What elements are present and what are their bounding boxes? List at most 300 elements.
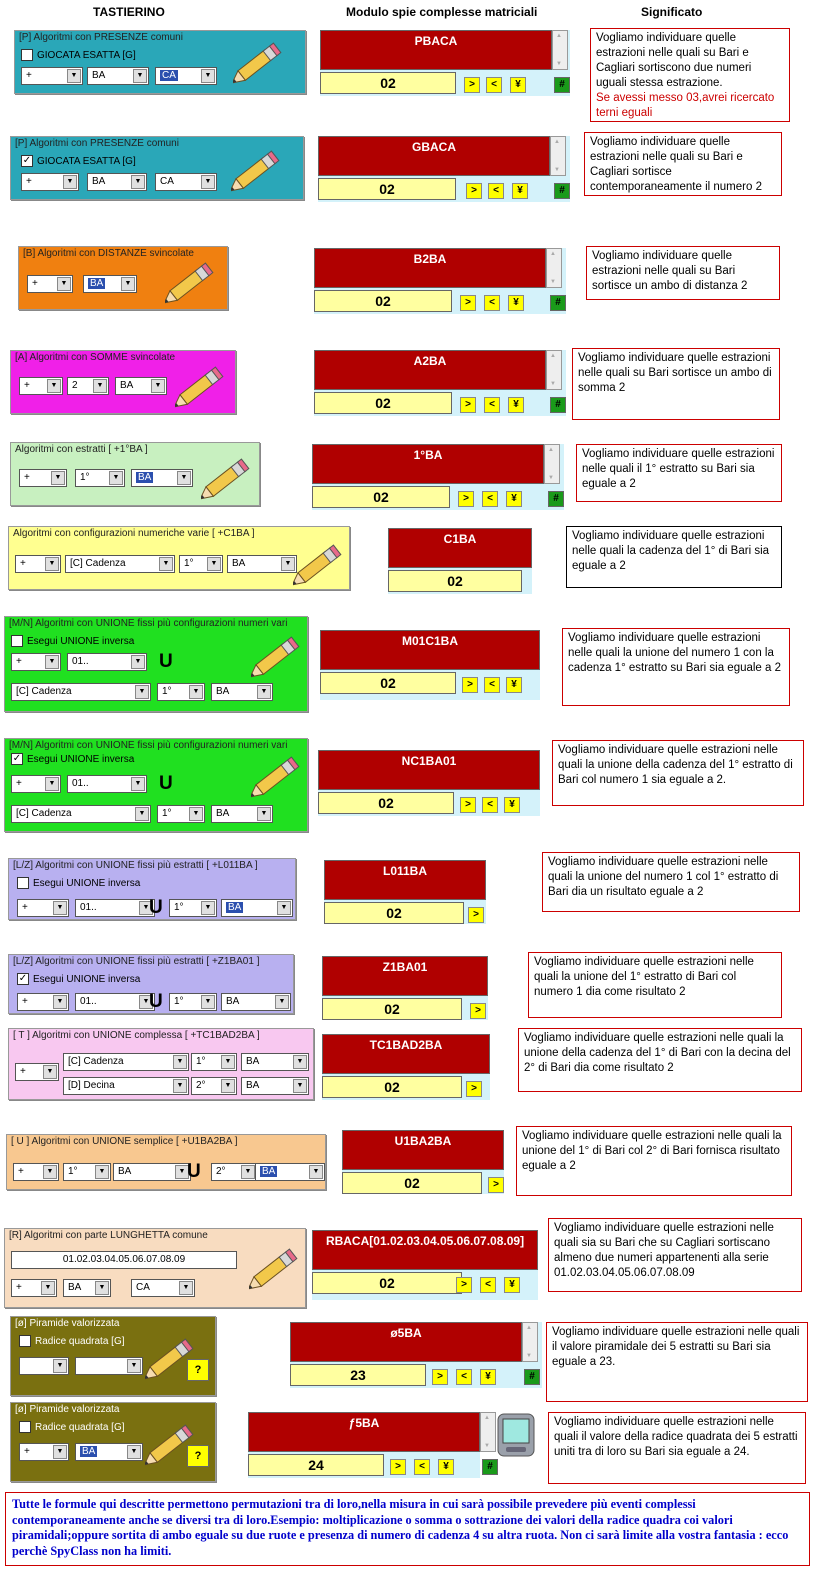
keypad-select[interactable] (21, 173, 79, 191)
module-value[interactable]: 02 (342, 1172, 482, 1194)
keypad-select[interactable] (11, 805, 151, 823)
select-value: 2° (216, 1166, 226, 1177)
chevron-down-icon[interactable]: ▼ (257, 685, 271, 699)
module-value[interactable]: 02 (322, 998, 462, 1020)
keypad-title: [ U ] Algoritmi con UNIONE semplice [ +U1BA2BA ] (11, 1136, 238, 1147)
description-text: Vogliamo individuare quelle estrazioni nelle quali su Bari e Cagliari sortiscono due numeri uguali stessa estrazione. (596, 32, 752, 89)
pencil-icon[interactable] (175, 363, 227, 409)
checkbox-box[interactable] (19, 1335, 31, 1347)
spy-module (388, 528, 532, 594)
description-text: Vogliamo individuare quelle estrazioni nelle quali la unione del 1° estratto di Bari col numero 1 dia come risultato 2 (534, 956, 754, 998)
module-code: GBACA (318, 136, 550, 176)
chevron-down-icon[interactable]: ▼ (127, 1445, 141, 1459)
keypad-title: Algoritmi con configurazioni numeriche varie [ +C1BA ] (13, 528, 255, 539)
help-button[interactable]: ? (187, 1445, 209, 1467)
chevron-down-icon[interactable]: ▼ (177, 471, 191, 485)
module-code: B2BA (314, 248, 546, 288)
keypad-select[interactable] (67, 653, 147, 671)
keypad-select[interactable] (75, 1443, 143, 1461)
module-scrollbar[interactable] (550, 136, 566, 176)
checkbox-label: Radice quadrata [G] (35, 1421, 125, 1433)
module-value[interactable]: 02 (388, 570, 522, 592)
module-value[interactable]: 02 (318, 792, 454, 814)
checkbox-box[interactable] (17, 877, 29, 889)
chevron-down-icon[interactable]: ▼ (135, 807, 149, 821)
chevron-down-icon[interactable]: ▼ (281, 557, 295, 571)
nav-button[interactable]: < (482, 797, 498, 813)
keypad-panel (18, 246, 228, 310)
module-value[interactable]: 02 (320, 72, 456, 94)
select-value: [C] Cadenza (68, 1056, 124, 1067)
keypad-select[interactable] (11, 775, 61, 793)
hash-button[interactable]: # (554, 183, 570, 199)
keypad-panel (10, 442, 260, 506)
chevron-down-icon[interactable]: ▼ (47, 379, 61, 393)
select-value: BA (262, 1166, 276, 1177)
select-value: + (20, 558, 26, 569)
pencil-icon[interactable] (201, 455, 253, 501)
keypad-panel (10, 1402, 216, 1482)
chevron-down-icon[interactable]: ▼ (45, 777, 59, 791)
description-text: Vogliamo individuare quelle estrazioni nelle quali il 1° estratto su Bari sia eguale a 2 (582, 448, 775, 490)
hash-button[interactable]: # (550, 295, 566, 311)
select-value: 1° (184, 558, 194, 569)
select-value: BA (68, 1282, 82, 1293)
keypad-panel (14, 30, 306, 94)
nav-button[interactable]: > (466, 1081, 482, 1097)
checkbox-option[interactable] (11, 753, 134, 765)
chevron-down-icon[interactable]: ▼ (53, 1445, 67, 1459)
spy-module (290, 1322, 542, 1388)
nav-button[interactable]: < (484, 397, 500, 413)
nav-button[interactable]: > (390, 1459, 406, 1475)
nav-button[interactable]: ¥ (512, 183, 528, 199)
nav-button[interactable]: > (462, 677, 478, 693)
keypad-select[interactable] (155, 67, 217, 85)
chevron-down-icon[interactable]: ▼ (201, 901, 215, 915)
select-value: + (24, 1446, 30, 1457)
chevron-down-icon[interactable]: ▼ (189, 807, 203, 821)
checkbox-option[interactable] (17, 877, 140, 889)
keypad-select[interactable] (75, 469, 125, 487)
chevron-down-icon[interactable]: ▼ (95, 1281, 109, 1295)
module-value[interactable]: 02 (324, 902, 464, 924)
keypad-select[interactable] (11, 653, 61, 671)
description-box (518, 1028, 802, 1092)
chevron-down-icon[interactable]: ▼ (51, 471, 65, 485)
keypad-select[interactable] (63, 1053, 189, 1071)
keypad-select[interactable] (65, 555, 175, 573)
module-value[interactable]: 02 (312, 1272, 462, 1294)
chevron-down-icon[interactable]: ▼ (173, 1055, 187, 1069)
select-value: 1° (80, 472, 90, 483)
chevron-down-icon[interactable]: ▼ (135, 685, 149, 699)
chevron-down-icon[interactable]: ▼ (53, 901, 67, 915)
select-value: BA (92, 70, 106, 81)
checkbox-box[interactable]: ✓ (12, 753, 22, 764)
pencil-icon[interactable] (293, 541, 345, 587)
keypad-select[interactable] (63, 1077, 189, 1095)
keypad-select[interactable] (131, 469, 193, 487)
module-code: Z1BA01 (322, 956, 488, 996)
keypad-select[interactable] (83, 275, 137, 293)
spy-module (322, 1034, 490, 1100)
chevron-down-icon[interactable]: ▼ (201, 69, 215, 83)
chevron-down-icon[interactable]: ▼ (121, 277, 135, 291)
select-value: 1° (174, 902, 184, 913)
select-value: BA (120, 380, 134, 391)
chevron-down-icon[interactable]: ▼ (67, 69, 81, 83)
chevron-down-icon[interactable]: ▼ (133, 69, 147, 83)
keypad-select[interactable] (221, 993, 291, 1011)
module-value[interactable]: 02 (318, 178, 456, 200)
chevron-down-icon[interactable]: ▼ (57, 277, 71, 291)
nav-button[interactable]: ¥ (506, 491, 522, 507)
nav-button[interactable]: > (460, 397, 476, 413)
keypad-select[interactable] (63, 1279, 111, 1297)
nav-button[interactable]: > (470, 1003, 486, 1019)
select-value: BA (246, 1056, 260, 1067)
checkbox-box[interactable] (21, 49, 33, 61)
chevron-down-icon[interactable]: ▼ (201, 175, 215, 189)
hash-button[interactable]: # (524, 1369, 540, 1385)
keypad-select[interactable] (13, 1163, 59, 1181)
module-scrollbar[interactable] (544, 444, 560, 484)
keypad-select[interactable] (155, 173, 217, 191)
keypad-select[interactable] (63, 1163, 111, 1181)
nav-button[interactable]: > (432, 1369, 448, 1385)
keypad-select[interactable] (191, 1077, 237, 1095)
module-scrollbar[interactable] (546, 350, 562, 390)
pencil-icon[interactable] (233, 39, 285, 85)
keypad-select[interactable] (19, 1443, 69, 1461)
chevron-down-icon[interactable]: ▼ (53, 1359, 67, 1373)
keypad-select[interactable] (157, 683, 205, 701)
nav-button[interactable]: > (464, 77, 480, 93)
description-text: Vogliamo individuare quelle estrazioni nelle quali su Bari sortisce un ambo di distanza 2 (592, 250, 748, 292)
keypad-panel (8, 954, 294, 1014)
nav-button[interactable]: ¥ (508, 295, 524, 311)
keypad-title: [P] Algoritmi con PRESENZE comuni (19, 32, 183, 43)
module-value[interactable]: 23 (290, 1364, 426, 1386)
select-value: 01.. (80, 902, 97, 913)
chevron-down-icon[interactable]: ▼ (151, 379, 165, 393)
chevron-down-icon[interactable]: ▼ (275, 995, 289, 1009)
module-value[interactable]: 02 (314, 290, 452, 312)
select-value: BA (232, 558, 246, 569)
keypad-select[interactable] (241, 1053, 309, 1071)
keypad-title: [ø] Piramide valorizzata (15, 1404, 120, 1415)
checkbox-option[interactable] (17, 973, 140, 985)
nav-button[interactable]: < (484, 295, 500, 311)
pencil-icon[interactable] (165, 259, 217, 305)
keypad-panel (10, 1316, 216, 1396)
keypad-select[interactable] (19, 1357, 69, 1375)
select-value: 01.. (80, 996, 97, 1007)
chevron-down-icon[interactable]: ▼ (293, 1055, 307, 1069)
keypad-select[interactable] (15, 555, 61, 573)
header-significato: Significato (641, 5, 703, 19)
description-box (590, 28, 790, 122)
keypad-select[interactable] (169, 993, 217, 1011)
keypad-title: [ T ] Algoritmi con UNIONE complessa [ +TC1BAD2BA ] (13, 1030, 260, 1041)
nav-button[interactable]: > (456, 1277, 472, 1293)
chevron-down-icon[interactable]: ▼ (175, 1165, 189, 1179)
chevron-down-icon[interactable]: ▼ (45, 655, 59, 669)
nav-button[interactable]: > (468, 907, 484, 923)
hash-button[interactable]: # (548, 491, 564, 507)
select-value: + (24, 380, 30, 391)
module-code: C1BA (388, 528, 532, 568)
checkbox-label: Esegui UNIONE inversa (33, 973, 141, 985)
pencil-icon[interactable] (251, 753, 303, 799)
nav-button[interactable]: > (488, 1177, 504, 1193)
spy-module (318, 750, 540, 816)
checkbox-option[interactable] (21, 49, 136, 61)
checkbox-box[interactable]: ✓ (20, 1421, 30, 1432)
checkbox-label: GIOCATA ESATTA [G] (37, 49, 136, 61)
select-value: BA (92, 176, 106, 187)
chevron-down-icon[interactable]: ▼ (241, 1165, 255, 1179)
checkbox-option[interactable] (19, 1335, 125, 1347)
chevron-down-icon[interactable]: ▼ (309, 1165, 323, 1179)
chevron-down-icon[interactable]: ▼ (43, 1165, 57, 1179)
nav-button[interactable]: < (414, 1459, 430, 1475)
keypad-select[interactable] (11, 1279, 57, 1297)
keypad-title: [M/N] Algoritmi con UNIONE fissi più configurazioni numeri vari (9, 618, 288, 629)
series-field[interactable]: 01.02.03.04.05.06.07.08.09 (11, 1251, 237, 1269)
union-symbol: U (159, 651, 173, 672)
hash-button[interactable]: # (550, 397, 566, 413)
keypad-select[interactable] (191, 1053, 237, 1071)
chevron-down-icon[interactable]: ▼ (43, 1065, 57, 1079)
keypad-select[interactable] (115, 377, 167, 395)
description-text: Vogliamo individuare quelle estrazioni nelle quali il valore piramidale dei 5 estratti su Bari sia eguale a 23. (552, 1326, 800, 1368)
select-value: CA (162, 70, 176, 81)
keypad-select[interactable] (169, 899, 217, 917)
keypad-select[interactable] (75, 993, 155, 1011)
module-value[interactable]: 02 (312, 486, 450, 508)
select-value: 1° (68, 1166, 78, 1177)
keypad-title: [L/Z] Algoritmi con UNIONE fissi più estratti [ +Z1BA01 ] (13, 956, 260, 967)
select-value: 1° (162, 686, 172, 697)
keypad-select[interactable] (17, 899, 69, 917)
module-code: M01C1BA (320, 630, 540, 670)
nav-button[interactable]: < (488, 183, 504, 199)
select-value: BA (118, 1166, 132, 1177)
keypad-select[interactable] (75, 899, 155, 917)
nav-button[interactable]: ¥ (508, 397, 524, 413)
pencil-icon[interactable] (249, 1245, 301, 1291)
spy-module (324, 860, 486, 924)
chevron-down-icon[interactable]: ▼ (257, 807, 271, 821)
union-symbol: U (149, 897, 163, 918)
keypad-select[interactable] (67, 377, 109, 395)
module-code: TC1BAD2BA (322, 1034, 490, 1074)
module-scrollbar[interactable] (480, 1412, 496, 1452)
keypad-select[interactable] (227, 555, 297, 573)
chevron-down-icon[interactable]: ▼ (93, 379, 107, 393)
pencil-icon[interactable] (231, 147, 283, 193)
spy-module (322, 956, 488, 1020)
select-value: + (18, 1166, 24, 1177)
keypad-select[interactable] (113, 1163, 191, 1181)
spy-module (318, 136, 570, 202)
keypad-select[interactable] (211, 683, 273, 701)
checkbox-option[interactable] (21, 155, 136, 167)
chevron-down-icon[interactable]: ▼ (131, 655, 145, 669)
chevron-down-icon[interactable]: ▼ (179, 1281, 193, 1295)
keypad-select[interactable] (17, 993, 69, 1011)
checkbox-box[interactable]: ✓ (22, 155, 32, 166)
nav-button[interactable]: > (466, 183, 482, 199)
nav-button[interactable]: ¥ (506, 677, 522, 693)
keypad-title: [A] Algoritmi con SOMME svincolate (15, 352, 176, 363)
hash-button[interactable]: # (482, 1459, 498, 1475)
select-value: BA (246, 1080, 260, 1091)
help-button[interactable]: ? (187, 1359, 209, 1381)
chevron-down-icon[interactable]: ▼ (109, 471, 123, 485)
chevron-down-icon[interactable]: ▼ (139, 995, 153, 1009)
keypad-panel (8, 858, 296, 920)
pencil-icon[interactable] (251, 633, 303, 679)
chevron-down-icon[interactable]: ▼ (131, 175, 145, 189)
chevron-down-icon[interactable]: ▼ (127, 1359, 141, 1373)
keypad-select[interactable] (221, 899, 293, 917)
nav-button[interactable]: < (456, 1369, 472, 1385)
description-text: Vogliamo individuare quelle estrazioni nelle quali la unione del numero 1 con la cadenza 1° estratto su Bari sia eguale a 2 (568, 632, 782, 674)
select-value: 2° (196, 1080, 206, 1091)
hash-button[interactable]: # (554, 77, 570, 93)
select-value: 01.. (72, 778, 89, 789)
select-value: + (32, 278, 38, 289)
description-box (546, 1322, 808, 1402)
select-value: + (16, 1282, 22, 1293)
select-value: CA (160, 176, 174, 187)
chevron-down-icon[interactable]: ▼ (131, 777, 145, 791)
description-text: Vogliamo individuare quelle estrazioni nelle quali la unione del 1° di Bari col 2° di Bari fornisca risultato eguale a 2 (522, 1130, 782, 1172)
spy-module (320, 30, 570, 96)
select-value: 1° (174, 996, 184, 1007)
chevron-down-icon[interactable]: ▼ (63, 175, 77, 189)
chevron-down-icon[interactable]: ▼ (207, 557, 221, 571)
keypad-select[interactable] (179, 555, 223, 573)
select-value: [C] Cadenza (16, 808, 72, 819)
description-text: Vogliamo individuare quelle estrazioni nelle quali su Bari e Cagliari sortisce contemporaneamente il numero 2 (590, 136, 762, 193)
chevron-down-icon[interactable]: ▼ (293, 1079, 307, 1093)
chevron-down-icon[interactable]: ▼ (45, 557, 59, 571)
chevron-down-icon[interactable]: ▼ (189, 685, 203, 699)
checkbox-box[interactable] (11, 635, 23, 647)
spy-module (248, 1412, 493, 1478)
keypad-select[interactable] (27, 275, 73, 293)
select-value: BA (90, 278, 104, 289)
header-modulo: Modulo spie complesse matriciali (346, 5, 538, 19)
keypad-select[interactable] (21, 67, 83, 85)
keypad-panel (8, 1028, 314, 1100)
keypad-select[interactable] (131, 1279, 195, 1297)
nav-button[interactable]: > (460, 295, 476, 311)
checkbox-option[interactable] (19, 1421, 125, 1433)
nav-button[interactable]: ¥ (510, 77, 526, 93)
nav-button[interactable]: < (486, 77, 502, 93)
nav-button[interactable]: > (458, 491, 474, 507)
keypad-select[interactable] (87, 173, 147, 191)
select-value: + (26, 70, 32, 81)
nav-button[interactable]: < (480, 1277, 496, 1293)
footer-note: Tutte le formule qui descritte permettono permutazioni tra di loro,nella misura in cui sarà possibile prevedere più eventi complessi contemporaneamente anche se diversi tra di loro.Esempio: moltiplicazione o somma o sottrazione dei valori della radice quadra coi valori piramidali;oppure sortita di ambo eguale su due ruote e presenza di numero di cadenza 4 su altra ruota. Non ci sarà limite alla vostra fantasia : ecco perchè SpyClass non ha limiti. (5, 1492, 810, 1566)
select-value: + (26, 176, 32, 187)
keypad-select[interactable] (15, 1063, 59, 1081)
module-code: L011BA (324, 860, 486, 900)
keypad-panel (4, 1228, 306, 1308)
keypad-select[interactable] (157, 805, 205, 823)
keypad-select[interactable] (75, 1357, 143, 1375)
chevron-down-icon[interactable]: ▼ (159, 557, 173, 571)
chevron-down-icon[interactable]: ▼ (53, 995, 67, 1009)
keypad-select[interactable] (67, 775, 147, 793)
spy-module (312, 1230, 538, 1300)
chevron-down-icon[interactable]: ▼ (173, 1079, 187, 1093)
chevron-down-icon[interactable]: ▼ (221, 1055, 235, 1069)
description-box (566, 526, 782, 588)
nav-button[interactable]: ¥ (480, 1369, 496, 1385)
chevron-down-icon[interactable]: ▼ (95, 1165, 109, 1179)
chevron-down-icon[interactable]: ▼ (139, 901, 153, 915)
keypad-select[interactable] (87, 67, 149, 85)
keypad-select[interactable] (11, 683, 151, 701)
checkbox-box[interactable]: ✓ (18, 973, 28, 984)
select-value: + (22, 996, 28, 1007)
nav-button[interactable]: ¥ (504, 1277, 520, 1293)
chevron-down-icon[interactable]: ▼ (277, 901, 291, 915)
module-value[interactable]: 24 (248, 1454, 384, 1476)
keypad-select[interactable] (211, 1163, 257, 1181)
keypad-title: [L/Z] Algoritmi con UNIONE fissi più estratti [ +L011BA ] (13, 860, 258, 871)
module-code: ƒ5BA (248, 1412, 480, 1452)
nav-button[interactable]: ¥ (504, 797, 520, 813)
chevron-down-icon[interactable]: ▼ (41, 1281, 55, 1295)
description-box (586, 246, 780, 300)
select-value: [C] Cadenza (16, 686, 72, 697)
keypad-title: [B] Algoritmi con DISTANZE svincolate (23, 248, 194, 259)
keypad-select[interactable] (255, 1163, 325, 1181)
module-scrollbar[interactable] (522, 1322, 538, 1362)
keypad-select[interactable] (241, 1077, 309, 1095)
module-scrollbar[interactable] (552, 30, 568, 70)
nav-button[interactable]: < (484, 677, 500, 693)
select-value: BA (216, 808, 230, 819)
keypad-select[interactable] (19, 377, 63, 395)
nav-button[interactable]: ¥ (438, 1459, 454, 1475)
keypad-select[interactable] (19, 469, 67, 487)
description-note: Se avessi messo 03,avrei ricercato terni eguali (596, 92, 775, 119)
checkbox-option[interactable] (11, 635, 134, 647)
keypad-select[interactable] (211, 805, 273, 823)
module-scrollbar[interactable] (546, 248, 562, 288)
union-symbol: U (149, 991, 163, 1012)
module-code: NC1BA01 (318, 750, 540, 790)
chevron-down-icon[interactable]: ▼ (221, 1079, 235, 1093)
module-value[interactable]: 02 (320, 672, 456, 694)
nav-button[interactable]: < (482, 491, 498, 507)
checkbox-label: GIOCATA ESATTA [G] (37, 155, 136, 167)
nav-button[interactable]: > (460, 797, 476, 813)
chevron-down-icon[interactable]: ▼ (201, 995, 215, 1009)
module-code: PBACA (320, 30, 552, 70)
module-value[interactable]: 02 (322, 1076, 462, 1098)
module-value[interactable]: 02 (314, 392, 452, 414)
